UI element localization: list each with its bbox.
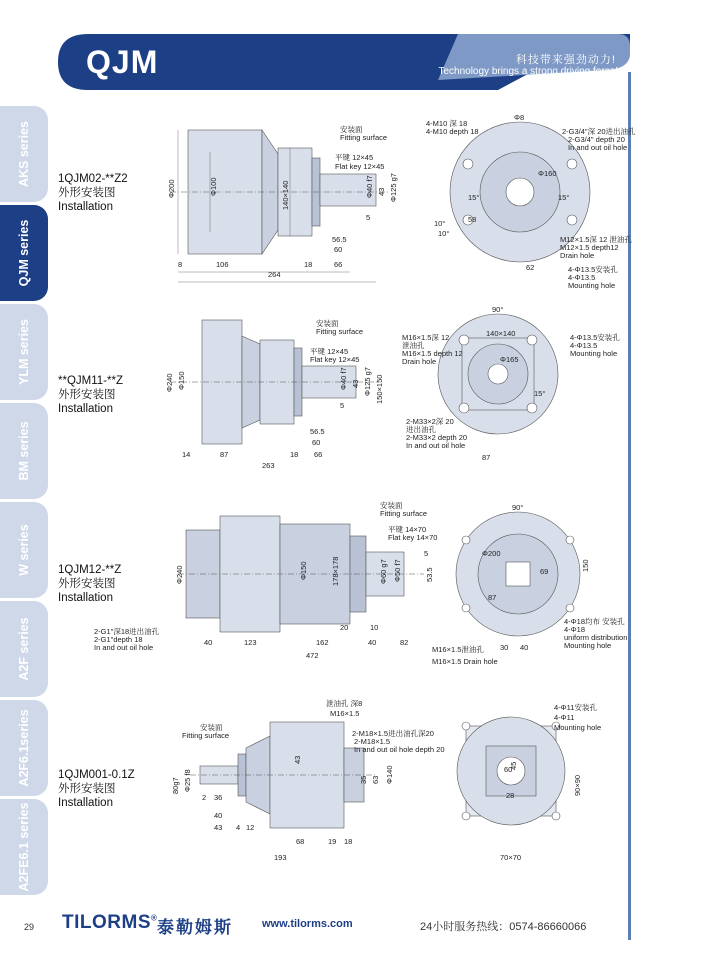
section-label-1	[58, 172, 128, 214]
logo-text: TILORMS	[62, 912, 151, 933]
drain-m: M16×1.5	[330, 709, 360, 718]
note: In and out oil hole	[568, 143, 628, 152]
note: 30	[500, 643, 509, 652]
note: Drain hole	[560, 251, 595, 260]
note: 87	[482, 453, 491, 462]
dim-text: 5	[340, 401, 345, 410]
model-en: Installation	[58, 592, 113, 604]
section-label-4	[58, 768, 135, 810]
key-label-en: Flat key 12×45	[310, 355, 360, 364]
fit-label-en: Fitting surface	[182, 731, 230, 740]
registered-mark: ®	[151, 913, 158, 923]
note: 10°	[438, 229, 450, 238]
dim-text: 82	[400, 638, 409, 647]
dim-text: 68	[296, 837, 305, 846]
dim-text: Φ240	[165, 373, 174, 392]
note: 15°	[534, 389, 546, 398]
fit-label-cn: 安装面	[340, 125, 363, 134]
model-cn: 外形安装图	[58, 783, 116, 795]
key-label-cn: 平键 14×70	[388, 525, 427, 534]
model-cn: 外形安装图	[58, 389, 116, 401]
note: In and out oil hole	[94, 643, 154, 652]
note: 15°	[558, 193, 570, 202]
tab-label: A2F series	[17, 617, 31, 681]
dim-text: 4	[236, 823, 241, 832]
oil-2: 2-M18×1.5	[354, 737, 391, 746]
note: Drain hole	[402, 357, 437, 366]
drain-cn: 泄油孔 深8	[326, 699, 363, 708]
note: Φ160	[538, 169, 557, 178]
tab-a2fe61[interactable]	[0, 799, 48, 895]
note: Mounting hole	[554, 723, 602, 732]
dim-text: 36	[214, 793, 223, 802]
dim-text: 43	[351, 379, 360, 388]
note: 90°	[512, 503, 524, 512]
key-label-en: Flat key 14×70	[388, 533, 438, 542]
note: Mounting hole	[564, 641, 612, 650]
model-cn: 外形安装图	[58, 187, 116, 199]
note: 45	[509, 761, 518, 770]
dim-text: 178×178	[331, 556, 340, 586]
dim-text: 106	[216, 260, 229, 269]
dim-text: 60	[334, 245, 343, 254]
note: 4-Φ11安装孔	[554, 703, 597, 712]
page-number: 29	[24, 922, 35, 932]
fit-label-en: Fitting surface	[380, 509, 428, 518]
drawing-qjm11	[150, 306, 620, 482]
dim-text: Φ240	[175, 565, 184, 584]
key-label-cn: 平键 12×45	[335, 153, 374, 162]
slogan-cn: 科技带来强劲动力!	[515, 54, 616, 66]
dim-text: 8	[178, 260, 183, 269]
dim-text: Φ40 f7	[365, 175, 374, 198]
note: 4-Φ18均布 安装孔	[564, 617, 625, 626]
model-name: 1QJM12-**Z	[58, 564, 122, 576]
dim-text: Φ40 f7	[339, 367, 348, 390]
tab-label: W series	[17, 524, 31, 576]
note: Φ165	[500, 355, 519, 364]
dim-text: 150×150	[375, 374, 384, 404]
model-name: 1QJM001-0.1Z	[58, 769, 135, 781]
dim-text: 43	[377, 187, 386, 196]
tab-label: AKS series	[17, 120, 31, 188]
dim-text: 2	[202, 793, 207, 802]
tab-label: A2FE6.1 series	[17, 802, 31, 892]
fit-label-cn: 安装面	[200, 723, 223, 732]
note: Φ8	[514, 113, 525, 122]
oil-3: In and out oil hole depth 20	[354, 745, 445, 754]
dim-text: 263	[262, 461, 275, 470]
dim-text: 43	[293, 755, 302, 764]
dim-text: 18	[304, 260, 313, 269]
note: 2-M33×2 depth 20	[406, 433, 468, 442]
note: 2-M33×2深 20	[406, 417, 454, 426]
note: 4-Φ18	[564, 625, 585, 634]
dim-text: 87	[220, 450, 229, 459]
note: 60	[504, 765, 513, 774]
note: M12×1.5 depth12	[560, 243, 619, 252]
dim-text: Φ125 g7	[389, 173, 398, 202]
key-label-en: Flat key 12×45	[335, 162, 385, 171]
note: M16×1.5 Drain hole	[432, 657, 498, 666]
dim-text: 123	[244, 638, 257, 647]
note: 4-M10 depth 18	[426, 127, 479, 136]
dim-text: 80g7	[171, 777, 180, 794]
dim-text: 264	[268, 270, 281, 279]
dim-text: Φ25 f8	[183, 769, 192, 792]
dim-text: 140×140	[281, 180, 290, 210]
dim-text: Φ60 g7	[379, 559, 388, 584]
tab-a2f[interactable]	[0, 601, 48, 697]
dim-text: 472	[306, 651, 319, 660]
side-view-1	[170, 130, 390, 254]
fit-label-cn: 安装面	[316, 319, 339, 328]
note: 69	[540, 567, 549, 576]
tab-aks[interactable]	[0, 106, 48, 202]
brand-logo-cn: 泰勒姆斯	[157, 918, 233, 937]
note: uniform distribution	[564, 633, 628, 642]
note: 28	[506, 791, 515, 800]
dim-text: 66	[314, 450, 323, 459]
tab-ylm[interactable]	[0, 304, 48, 400]
note: 4-Φ13.5安装孔	[570, 333, 620, 342]
dim-text: 162	[316, 638, 329, 647]
fit-label-cn: 安装面	[380, 501, 403, 510]
dim-text: 5	[424, 549, 429, 558]
dim-text: 53.5	[425, 567, 434, 582]
tab-w[interactable]	[0, 502, 48, 598]
note: 2-G3/4"深 20进出油孔	[562, 127, 636, 136]
note: 10°	[434, 219, 446, 228]
dim-text: Φ200	[167, 179, 176, 198]
dim-text: 66	[334, 260, 343, 269]
dim-text: 40	[204, 638, 213, 647]
dim-text: 10	[370, 623, 379, 632]
key-label-cn: 平键 12×45	[310, 347, 349, 356]
note: 90×90	[573, 774, 582, 796]
hotline: 24小时服务热线：0574-86660066	[420, 921, 587, 933]
dim-text: Φ125 g7	[363, 367, 372, 396]
dim-text: 12	[246, 823, 255, 832]
note: 4-Φ13.5安装孔	[568, 265, 618, 274]
dim-text: 18	[344, 837, 353, 846]
dim-text: 63	[371, 775, 380, 784]
dim-text: 19	[328, 837, 337, 846]
right-rule	[628, 72, 631, 940]
note: 4-Φ13.5	[568, 273, 596, 282]
tab-a2f61[interactable]	[0, 700, 48, 796]
note: 90°	[492, 305, 504, 314]
model-name: 1QJM02-**Z2	[58, 173, 128, 185]
dim-text: 193	[274, 853, 287, 862]
note: 87	[488, 593, 497, 602]
note: 58	[468, 215, 477, 224]
brand-logo	[62, 912, 157, 934]
tab-qjm[interactable]	[0, 205, 48, 301]
tab-label: BM series	[17, 421, 31, 481]
note: M16×1.5泄油孔	[432, 645, 484, 654]
fit-label-en: Fitting surface	[316, 327, 364, 336]
note: 4-Φ13.5	[570, 341, 598, 350]
model-cn: 外形安装图	[58, 578, 116, 590]
dim-text: 56.5	[310, 427, 325, 436]
fit-label-en: Fitting surface	[340, 133, 388, 142]
dim-text: 20	[340, 623, 349, 632]
dim-text: 40	[214, 811, 223, 820]
drawing-1qjm02	[150, 112, 636, 292]
note: M16×1.5深 12	[402, 333, 450, 342]
note: 140×140	[486, 329, 516, 338]
oil-1: 2-M18×1.5进出油孔深20	[352, 729, 434, 738]
dim-text: 18	[290, 450, 299, 459]
note: 150	[581, 559, 590, 572]
website-link[interactable]: www.tilorms.com	[262, 918, 353, 930]
note: 2-G1"depth 18	[94, 635, 143, 644]
front-view-3	[456, 512, 580, 636]
note: M12×1.5深 12 泄油孔	[560, 235, 632, 244]
dim-text: Φ100	[209, 177, 218, 196]
model-en: Installation	[58, 201, 113, 213]
note: 4-M10 深 18	[426, 119, 468, 128]
note: 进出油孔	[406, 425, 436, 434]
note: 2-G1"深18进出油孔	[94, 627, 160, 636]
note: 62	[526, 263, 535, 272]
section-label-2	[58, 374, 123, 416]
dim-text: Φ140	[385, 765, 394, 784]
page-title: QJM	[86, 44, 159, 80]
tab-bm[interactable]	[0, 403, 48, 499]
dim-text: 43	[214, 823, 223, 832]
note: M16×1.5 depth 12	[402, 349, 463, 358]
dim-text: 35	[359, 775, 368, 784]
note: 15°	[468, 193, 480, 202]
dim-text: Φ150	[299, 561, 308, 580]
model-name: **QJM11-**Z	[58, 375, 123, 387]
note: Mounting hole	[570, 349, 618, 358]
drawing-1qjm12	[88, 500, 628, 692]
tab-label: YLM series	[17, 318, 31, 386]
note: In and out oil hole	[406, 441, 466, 450]
note: 4-Φ11	[554, 713, 575, 722]
note: 泄油孔	[402, 341, 425, 350]
note: Φ200	[482, 549, 501, 558]
slogan-en: Technology brings a strong driving force!	[438, 66, 618, 77]
dim-text: 40	[368, 638, 377, 647]
tab-label: A2F6.1series	[17, 709, 31, 787]
dim-text: 60	[312, 438, 321, 447]
note: 2-G3/4" depth 20	[568, 135, 625, 144]
note: 70×70	[500, 853, 522, 862]
dim-text: Φ150	[177, 371, 186, 390]
model-en: Installation	[58, 403, 113, 415]
dim-text: 14	[182, 450, 191, 459]
series-tabs	[0, 106, 48, 898]
note: Mounting hole	[568, 281, 616, 290]
drawing-1qjm001	[170, 700, 620, 870]
dim-text: 56.5	[332, 235, 347, 244]
dim-text: Φ50 f7	[393, 559, 402, 582]
note: 40	[520, 643, 529, 652]
model-en: Installation	[58, 797, 113, 809]
dim-text: 5	[366, 213, 371, 222]
tab-label: QJM series	[17, 219, 31, 287]
